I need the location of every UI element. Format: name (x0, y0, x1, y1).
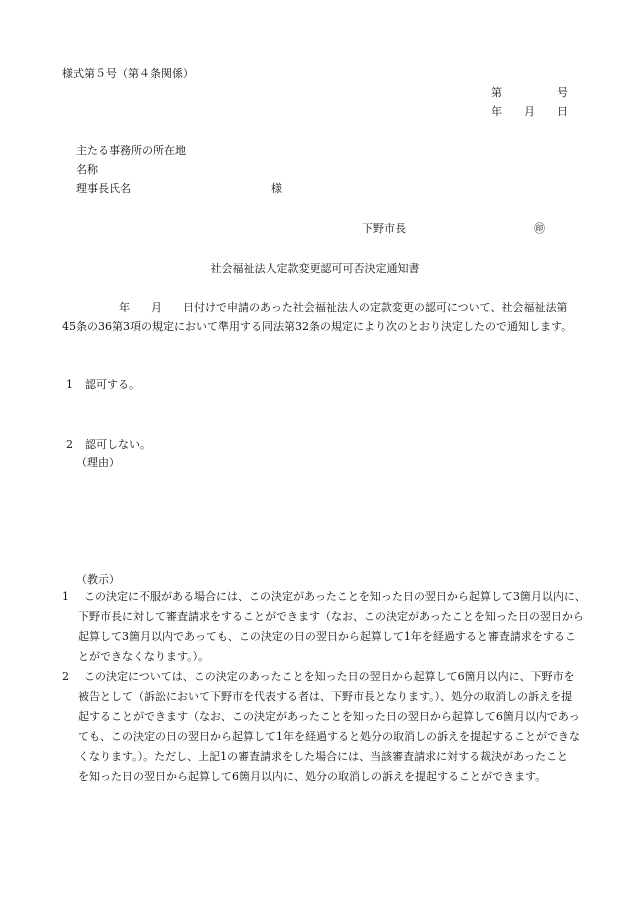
doc-number-prefix: 第 (491, 86, 502, 99)
body-line-2: 45条の36第3項の規定において準用する同法第32条の規定により次のとおり決定したので通知します。 (62, 320, 573, 333)
instruction-1-line: とができなくなります。）。 (78, 650, 210, 663)
body-year-label: 年 (119, 301, 130, 314)
sender-name: 下野市長 (362, 222, 406, 235)
instruction-2-line: この決定については、この決定のあったことを知った日の翌日から起算して6箇月以内に、下野市を (84, 670, 575, 683)
date-year-label: 年 (491, 105, 502, 118)
option-2-text: 認可しない。 (85, 438, 151, 451)
document-title: 社会福祉法人定款変更認可可否決定通知書 (210, 262, 420, 275)
name-label: 名称 (76, 163, 98, 176)
instruction-1-text (78, 587, 586, 667)
instruction-2-line: 起することができます（なお、この決定があったことを知った日の翌日から起算して6箇月以内であっ (78, 710, 580, 723)
instruction-1-line: 起算して3箇月以内であっても、この決定の日の翌日から起算して1年を経過すると審査請求をするこ (78, 630, 576, 643)
instruction-2-line: くなります。）。ただし、上記1の審査請求をした場合には、当該審査請求に対する裁決があったこと (78, 750, 569, 763)
doc-number-suffix: 号 (557, 86, 568, 99)
date-month-label: 月 (524, 105, 535, 118)
body-line-1: 日付けで申請のあった社会福祉法人の定款変更の認可について、社会福祉法第 (183, 301, 568, 314)
seal-mark: ㊞ (534, 222, 545, 235)
instruction-2-text (78, 667, 580, 787)
option-1-text: 認可する。 (85, 378, 140, 391)
form-number: 様式第５号（第４条関係） (62, 67, 194, 80)
option-1-number: 1 (66, 378, 73, 391)
honorific: 様 (271, 182, 282, 195)
instruction-2-line: 被告として（訴訟において下野市を代表する者は、下野市長となります。）、処分の取消しの訴えを提 (78, 690, 573, 703)
instruction-2-number: 2 (62, 670, 69, 683)
reason-label: （理由） (76, 456, 120, 469)
instruction-1-line: この決定に不服がある場合には、この決定があったことを知った日の翌日から起算して3箇月以内に、 (84, 590, 586, 603)
date-day-label: 日 (557, 105, 568, 118)
instruction-1-number: 1 (62, 590, 69, 603)
instruction-2-line: ても、この決定の日の翌日から起算して1年を経過すると処分の取消しの訴えを提起することができな (78, 730, 580, 743)
chair-name-label: 理事長氏名 (76, 182, 131, 195)
option-2-number: 2 (66, 438, 73, 451)
body-month-label: 月 (151, 301, 162, 314)
instruction-1-line: 下野市長に対して審査請求をすることができます（なお、この決定があったことを知った日の翌日から (78, 610, 584, 623)
address-label: 主たる事務所の所在地 (76, 144, 186, 157)
instruction-label: （教示） (76, 573, 120, 586)
instruction-2-line: を知った日の翌日から起算して6箇月以内に、処分の取消しの訴えを提起することができます。 (78, 770, 547, 783)
